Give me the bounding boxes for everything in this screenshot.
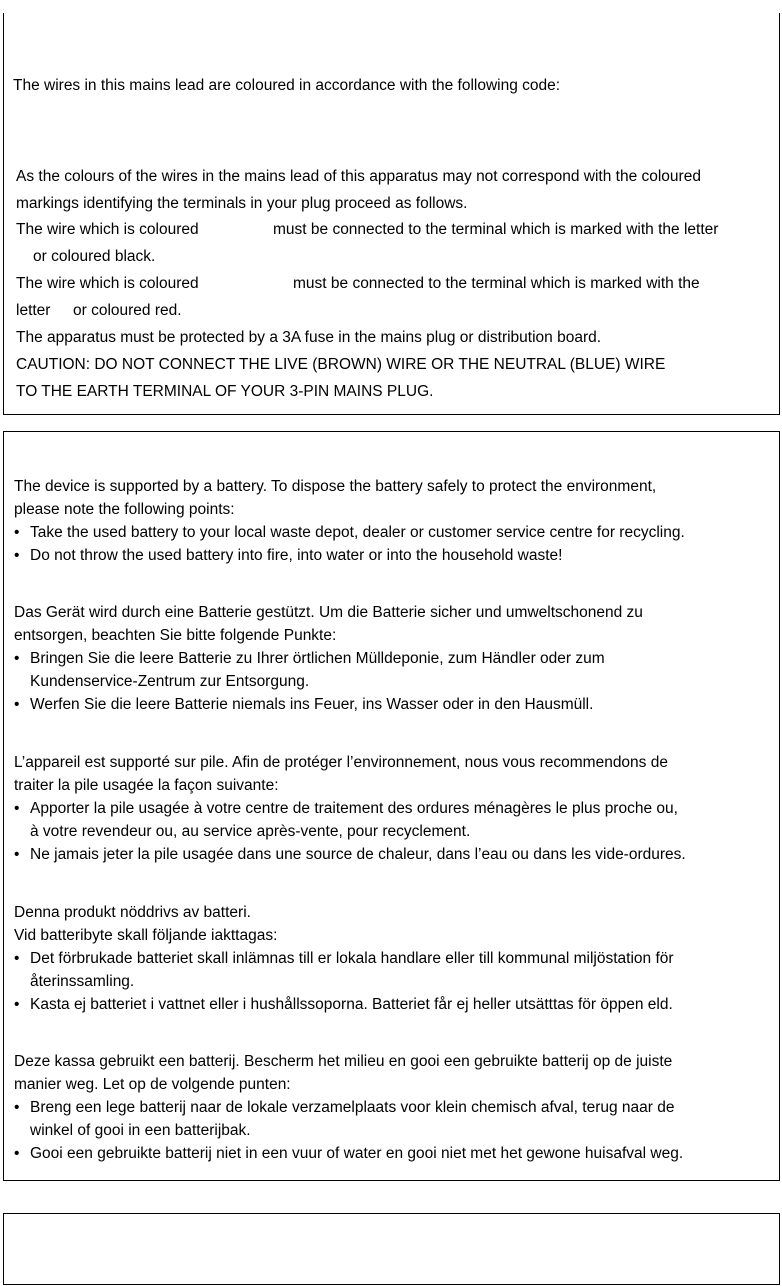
battery-fr-bullet-cont: à votre revendeur ou, au service après-vente, pour recyclement. [30, 823, 471, 840]
bullet-text: Werfen Sie die leere Batterie niemals ins Feuer, ins Wasser oder in den Hausmüll. [30, 696, 594, 713]
bullet-text: Take the used battery to your local waste depot, dealer or customer service centre for recycling. [30, 524, 685, 541]
bullet-text: Bringen Sie die leere Batterie zu Ihrer örtlichen Mülldeponie, zum Händler oder zum [30, 650, 605, 667]
mains-line: The wire which is coloured [16, 221, 199, 238]
battery-fr-bullet [14, 846, 686, 864]
mains-line: or coloured black. [33, 248, 156, 265]
mains-caution-line: CAUTION: DO NOT CONNECT THE LIVE (BROWN) WIRE OR THE NEUTRAL (BLUE) WIRE [16, 356, 666, 373]
battery-de-bullet-cont: Kundenservice-Zentrum zur Entsorgung. [30, 673, 310, 690]
mains-line: The apparatus must be protected by a 3A fuse in the mains plug or distribution board. [16, 329, 602, 346]
battery-en-bullet [14, 524, 685, 542]
battery-fr-paragraph: traiter la pile usagée la façon suivante: [14, 777, 279, 794]
bullet-icon: • [14, 650, 20, 667]
mains-line: or coloured red. [73, 302, 182, 319]
battery-en-paragraph: The device is supported by a battery. To dispose the battery safely to protect the environment, [14, 478, 657, 495]
bullet-text: Det förbrukade batteriet skall inlämnas till er lokala handlare eller till kommunal miljöstation för [30, 950, 674, 967]
mains-line: As the colours of the wires in the mains lead of this apparatus may not correspond with the coloured [16, 168, 701, 185]
bullet-text: Do not throw the used battery into fire, into water or into the household waste! [30, 547, 563, 564]
bullet-icon: • [14, 996, 20, 1013]
battery-sv-paragraph: Vid batteribyte skall följande iakttagas: [14, 927, 278, 944]
battery-de-bullet [14, 696, 593, 714]
mains-line: must be connected to the terminal which is marked with the letter [273, 221, 719, 238]
bullet-icon: • [14, 524, 20, 541]
battery-nl-bullet-cont: winkel of gooi in een batterijbak. [30, 1122, 251, 1139]
battery-nl-paragraph: Deze kassa gebruikt een batterij. Bescherm het milieu en gooi een gebruikte batterij op de juiste [14, 1053, 673, 1070]
bullet-icon: • [14, 547, 20, 564]
bullet-icon: • [14, 800, 20, 817]
bullet-icon: • [14, 846, 20, 863]
mains-caution-line: TO THE EARTH TERMINAL OF YOUR 3-PIN MAINS PLUG. [16, 383, 434, 400]
battery-nl-bullet [14, 1145, 683, 1163]
bullet-icon: • [14, 1145, 20, 1162]
bullet-text: Apporter la pile usagée à votre centre de traitement des ordures ménagères le plus proche ou, [30, 800, 678, 817]
battery-nl-paragraph: manier weg. Let op de volgende punten: [14, 1076, 291, 1093]
mains-line: The wire which is coloured [16, 275, 199, 292]
battery-sv-bullet-cont: återinssamling. [30, 973, 135, 990]
mains-line: markings identifying the terminals in your plug proceed as follows. [16, 195, 468, 212]
bullet-text: Ne jamais jeter la pile usagée dans une source de chaleur, dans l’eau ou dans les vide-ordures. [30, 846, 686, 863]
battery-nl-bullet [14, 1099, 674, 1117]
empty-section [3, 1213, 780, 1285]
battery-en-bullet [14, 547, 562, 565]
mains-line: letter [16, 302, 51, 319]
mains-intro: The wires in this mains lead are coloured in accordance with the following code: [13, 77, 561, 94]
battery-de-bullet [14, 650, 605, 668]
battery-de-paragraph: entsorgen, beachten Sie bitte folgende Punkte: [14, 627, 337, 644]
mains-lead-section [3, 13, 780, 415]
battery-de-paragraph: Das Gerät wird durch eine Batterie gestützt. Um die Batterie sicher und umweltschonend zu [14, 604, 643, 621]
bullet-text: Gooi een gebruikte batterij niet in een vuur of water en gooi niet met het gewone huisafval weg. [30, 1145, 684, 1162]
bullet-icon: • [14, 950, 20, 967]
battery-en-paragraph: please note the following points: [14, 501, 235, 518]
battery-fr-paragraph: L’appareil est supporté sur pile. Afin de protéger l’environnement, nous vous recommendons de [14, 754, 668, 771]
battery-fr-bullet [14, 800, 678, 818]
battery-sv-bullet [14, 996, 673, 1014]
bullet-text: Breng een lege batterij naar de lokale verzamelplaats voor klein chemisch afval, terug naar de [30, 1099, 675, 1116]
bullet-icon: • [14, 1099, 20, 1116]
mains-line: must be connected to the terminal which is marked with the [293, 275, 700, 292]
battery-sv-bullet [14, 950, 674, 968]
bullet-text: Kasta ej batteriet i vattnet eller i hushållssoporna. Batteriet får ej heller utsätttas för öppen eld. [30, 996, 673, 1013]
bullet-icon: • [14, 696, 20, 713]
battery-sv-paragraph: Denna produkt nöddrivs av batteri. [14, 904, 251, 921]
